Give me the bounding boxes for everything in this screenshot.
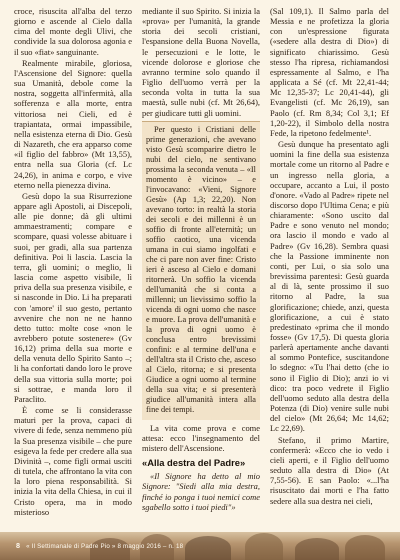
quote-paragraph: «Il Signore ha detto al mio Signore: "Siedi alla mia destra, finché io ponga i tuoi nemici come sgabello sotto i tuoi piedi"» bbox=[142, 471, 260, 512]
paragraph: Per questo i Cristiani delle prime generazioni, che avevano visto Gesù scomparire dietro le nubi del cielo, ne sentivano prossima la seconda venuta – «Il momento è vicino» – e l'invocavano: «Vieni, Signore Gesù» (Ap 1,3; 22,20). Non avevano torto: in realtà la storia dei secoli e dei millenni è un soffio di fronte all'eternità; un soffio caotico, una vicenda umana in cui siamo ingolfati e che ci pare non aver fine: Cristo ieri è asceso al Cielo e domani ritornerà. Un soffio la vicenda dell'umanità che si conta a millenni; un lievissimo soffio la vicenda di ogni uomo che nasce e muore. La prova dell'umanità e la prova di ogni uomo è conclusa entro brevissimi confini: e al termine dell'una e dell'altra sta il Cristo che, asceso al Cielo, ritorna; e si presenta Giudice a ogni uomo al termine della sua vita; e si presenterà giudice all'umanità intera alla fine dei tempi. bbox=[146, 124, 256, 414]
painting-figure bbox=[245, 533, 283, 560]
paragraph: È come se li considerasse maturi per la prova, capaci di vivere di fede, senza nemmeno più la Sua presenza visibile – che pure esigeva la fede per credere alla sua Divinità –, come figli ormai usciti di tutela, che affrontano la vita con la loro piena responsabilità. Si inizia la vita della Chiesa, in cui il Cristo opera, ma in modo misterioso bbox=[14, 405, 132, 517]
page-number: 8 bbox=[16, 541, 21, 550]
section-heading: «Alla destra del Padre» bbox=[142, 457, 246, 469]
paragraph: Gesù dunque ha presentato agli uomini la fine della sua esistenza mortale come un ritorno al Padre e un ingresso nella gloria, a occupare, accanto a Lui, il posto d'onore. «Vado al Padre» ripete nel discorso dopo l'Ultima Cena; e più chiaramente: «Sono uscito dal Padre e sono venuto nel mondo; ora lascio il mondo e vado al Padre» (Gv 16,28). Sembra quasi che la Passione imminente non conti, per Lui, o sia solo una brevissima parentesi: Gesù guarda al di là, sente prossimo il suo ritorno al Padre, la sua glorificazione; chiede, anzi, questa glorificazione, a cui è stato predestinato «prima che il mondo fosse» (Gv 17,5). Di questa gloria parlerà apertamente anche davanti al sommo Pontefice, suscitandone lo sdegno: «Tu l'hai detto (che io sono il Figlio di Dio); anzi io vi dico: tra poco vedrete il Figlio dell'uomo seduto alla destra della Potenza (di Dio) venire sulle nubi del cielo» (Mt 26,64; Mc 14,62; Lc 22,69). bbox=[270, 139, 389, 434]
column-3 bbox=[270, 6, 389, 532]
painting-figure bbox=[345, 535, 385, 560]
paragraph: croce, risuscita all'alba del terzo giorno e ascende al Cielo dalla cima del monte degli Ulivi, che condivide la sua dolorosa agonia e il suo «fiat» sanguinante. bbox=[14, 6, 132, 57]
paragraph: La vita come prova e come attesa: ecco l'insegnamento del mistero dell'Ascensione. bbox=[142, 422, 260, 454]
highlight-box bbox=[142, 121, 260, 420]
column-2 bbox=[142, 6, 260, 532]
paragraph: Gesù dopo la sua Risurrezione appare agli Apostoli, ai Discepoli, alle pie donne; dà gli ultimi ammaestramenti; compare e scompare, quasi volesse abituare i suoi, per gradi, alla sua partenza definitiva. Poi li lascia. Lascia la terra, gli uomini; o meglio, li lascia come aspetto visibile, lì priva della sua presenza visibile, e si nasconde in Dio. Li ha preparati con 'amore' il suo gesto, pertanto avvenire che non ne ne hanno detto tutto: molte cose «non le avrebbero potute sostenere» (Gv 16,12) prima della sua morte e della venuta dello Spirito Santo –; li ha confortati dando loro le prove della sua vittoria sulla morte; poi si sottrae, e manda loro il Paraclito. bbox=[14, 190, 132, 404]
paragraph: Stefano, il primo Martire, confermerà: «Ecco che io vedo i cieli aperti, e il Figlio dell'uomo seduto alla destra di Dio» (At 7,55-56). E san Paolo: «...l'ha risuscitato dai morti e l'ha fatto sedere alla sua destra nei cieli, bbox=[270, 434, 389, 506]
paragraph: Realmente mirabile, gloriosa, l'Ascensione del Signore: quella sua Umanità, debole come la nostra, soggetta all'infermità, alla sofferenza e alla morte, entra vittoriosa nei Cieli, ed è trapiantata, ormai impassibile, nella esistenza eterna di Dio. Gesù di Nazareth, che era apparso come «il figlio del fabbro» (Mt 13,55), entra nella sua Gloria (cf. Lc 24,26), in anima e corpo, e vive eterno nella pienezza divina. bbox=[14, 57, 132, 190]
paragraph: (Sal 109,1). Il Salmo parla del Messia e ne profetizza la gloria con un'espressione figurata («sedere alla destra di Dio») di significato chiarissimo. Gesù stesso l'ha ripresa, richiamandosi espressamente al Salmo, e l'ha applicata a Sé (cf. Mt 22,41-44; Mc 12,35-37; Lc 20,41-44), gli Evangelisti (cf. Mc 26,19), san Paolo (cf. Rm 8,34; Col 3,1; Ef 1,20-22), il Simbolo della nostra Fede, la ripetono fedelmente¹. bbox=[270, 6, 389, 138]
column-1 bbox=[14, 6, 132, 532]
paragraph: mediante il suo Spirito. Si inizia la «prova» per l'umanità, la grande storia dei secoli cristiani, l'espansione della Buona Novella, le persecuzioni e le lotte, le vicende dolorose e gloriose che avranno termine solo quando il Figlio dell'uomo verrà per la seconda volta in tutta la sua maestà, sulle nubi (cf. Mt 26,64), per giudicare tutti gli uomini. bbox=[142, 6, 260, 118]
painting-figure bbox=[185, 536, 231, 560]
painting-figure bbox=[295, 538, 339, 560]
publication-line: « Il Settimanale di Padre Pio » 8 maggio 2016 – n. 18 bbox=[26, 543, 184, 550]
footer-caption bbox=[16, 541, 183, 550]
text-columns bbox=[14, 6, 389, 532]
footer-image-strip bbox=[0, 532, 400, 560]
